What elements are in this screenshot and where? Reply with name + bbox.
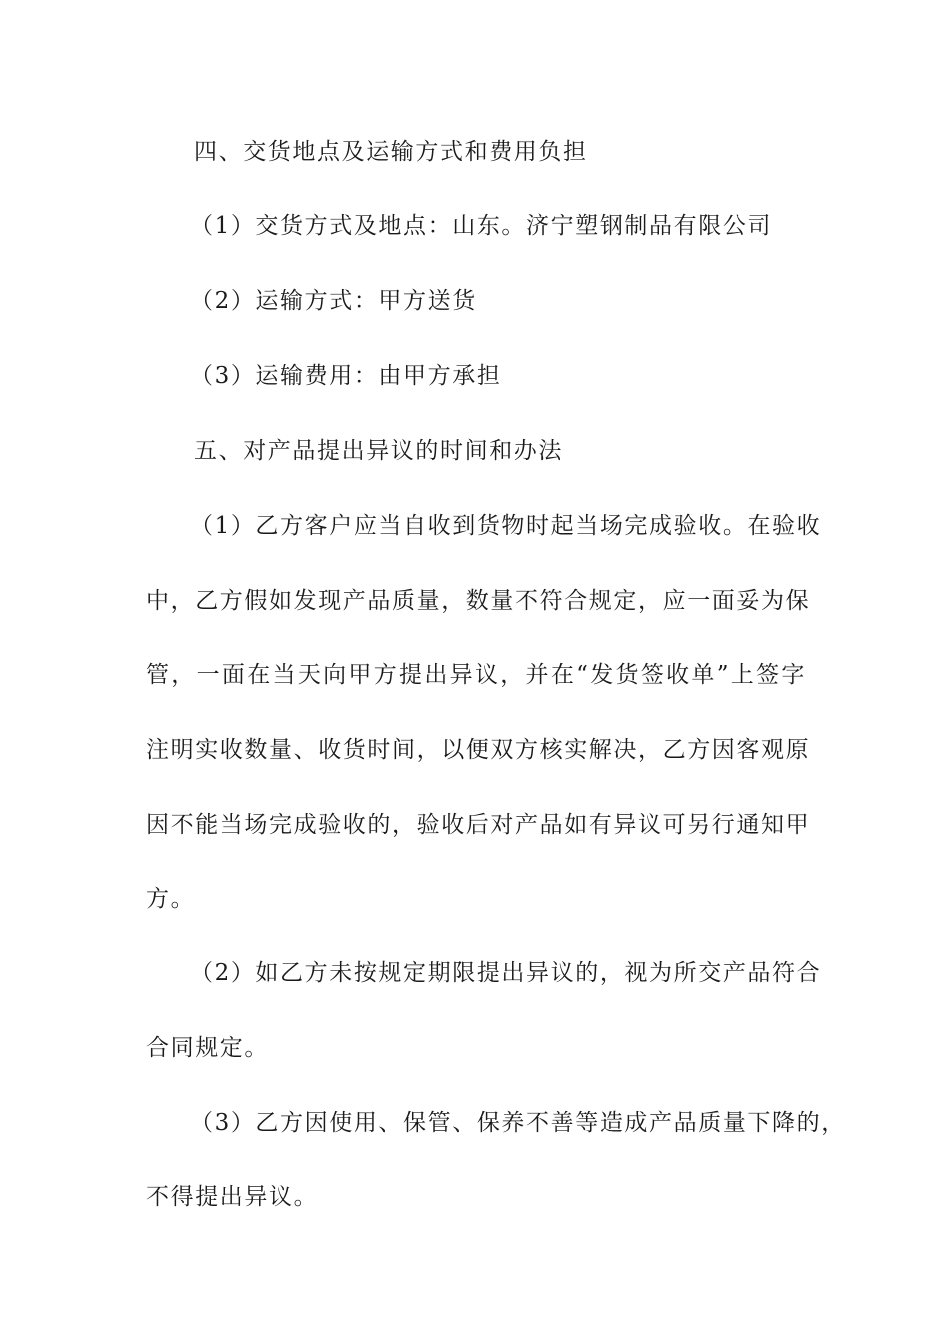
clause-deadline-line-1: （2）如乙方未按规定期限提出异议的，视为所交产品符合 bbox=[190, 960, 822, 986]
clause-misuse-line-1: （3）乙方因使用、保管、保养不善等造成产品质量下降的， bbox=[190, 1110, 846, 1136]
section-heading-objection: 五、对产品提出异议的时间和办法 bbox=[194, 438, 563, 464]
clause-inspection-line-5: 因不能当场完成验收的，验收后对产品如有异议可另行通知甲 bbox=[146, 812, 811, 838]
clause-inspection-line-3: 管，一面在当天向甲方提出异议，并在“发货签收单”上签字 bbox=[146, 662, 806, 688]
clause-misuse-line-2: 不得提出异议。 bbox=[146, 1184, 319, 1210]
clause-inspection-line-2: 中，乙方假如发现产品质量，数量不符合规定，应一面妥为保 bbox=[146, 588, 811, 614]
clause-inspection-line-6: 方。 bbox=[146, 886, 196, 912]
clause-transport-cost: （3）运输费用：由甲方承担 bbox=[190, 363, 502, 389]
clause-transport-method: （2）运输方式：甲方送货 bbox=[190, 288, 477, 314]
clause-inspection-line-4: 注明实收数量、收货时间，以便双方核实解决，乙方因客观原 bbox=[146, 737, 811, 763]
clause-delivery-location: （1）交货方式及地点：山东。济宁塑钢制品有限公司 bbox=[190, 213, 773, 239]
section-heading-delivery: 四、交货地点及运输方式和费用负担 bbox=[194, 139, 588, 165]
clause-inspection-line-1: （1）乙方客户应当自收到货物时起当场完成验收。在验收 bbox=[190, 513, 822, 539]
clause-deadline-line-2: 合同规定。 bbox=[146, 1035, 269, 1061]
